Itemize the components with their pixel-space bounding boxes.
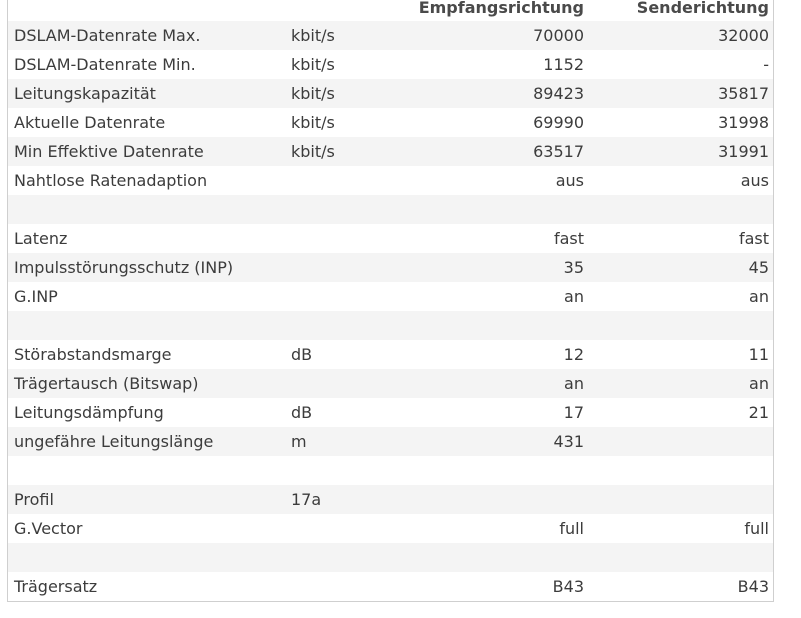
row-label: Trägersatz	[14, 577, 98, 596]
row-upstream-value: an	[749, 287, 769, 306]
row-downstream-value: 17	[563, 403, 584, 422]
table-row	[8, 427, 773, 456]
row-label: Leitungsdämpfung	[14, 403, 164, 422]
row-label: Störabstandsmarge	[14, 345, 172, 364]
row-downstream-value: 35	[563, 258, 584, 277]
table-row	[8, 398, 773, 427]
row-label: G.Vector	[14, 519, 83, 538]
row-unit: kbit/s	[291, 142, 335, 161]
row-upstream-value: full	[744, 519, 769, 538]
row-downstream-value: 431	[553, 432, 584, 451]
row-upstream-value: 35817	[718, 84, 769, 103]
row-label: Trägertausch (Bitswap)	[14, 374, 199, 393]
row-unit: dB	[291, 403, 313, 422]
table-row	[8, 253, 773, 282]
table-row	[8, 21, 773, 50]
row-label: Min Effektive Datenrate	[14, 142, 204, 161]
row-unit: kbit/s	[291, 26, 335, 45]
row-downstream-value: an	[564, 374, 584, 393]
table-row	[8, 485, 773, 514]
row-downstream-value: B43	[552, 577, 584, 596]
row-label: Aktuelle Datenrate	[14, 113, 166, 132]
row-upstream-value: 11	[748, 345, 769, 364]
table-row	[8, 456, 773, 485]
table-row	[8, 224, 773, 253]
row-upstream-value: 45	[748, 258, 769, 277]
row-downstream-value: 63517	[533, 142, 584, 161]
dsl-info-table	[7, 0, 774, 602]
row-downstream-value: aus	[555, 171, 584, 190]
row-upstream-value: -	[763, 55, 769, 74]
row-unit: kbit/s	[291, 84, 335, 103]
table-row	[8, 572, 773, 601]
row-upstream-value: 32000	[718, 26, 769, 45]
row-label: Impulsstörungsschutz (INP)	[14, 258, 234, 277]
row-unit: kbit/s	[291, 55, 335, 74]
table-row	[8, 79, 773, 108]
row-upstream-value: 31998	[718, 113, 769, 132]
header-upstream: Senderichtung	[636, 0, 769, 17]
row-label: Nahtlose Ratenadaption	[14, 171, 208, 190]
row-label: Latenz	[14, 229, 68, 248]
row-unit: 17a	[291, 490, 322, 509]
row-downstream-value: full	[559, 519, 584, 538]
table-row	[8, 195, 773, 224]
table-row	[8, 369, 773, 398]
row-downstream-value: an	[564, 287, 584, 306]
table-header	[8, 0, 773, 21]
table-row	[8, 166, 773, 195]
row-label: DSLAM-Datenrate Max.	[14, 26, 201, 45]
table-row	[8, 282, 773, 311]
row-upstream-value: B43	[737, 577, 769, 596]
table-row	[8, 514, 773, 543]
table-row	[8, 311, 773, 340]
row-upstream-value: aus	[740, 171, 769, 190]
row-downstream-value: 12	[563, 345, 584, 364]
row-upstream-value: fast	[738, 229, 769, 248]
table-row	[8, 340, 773, 369]
row-upstream-value: an	[749, 374, 769, 393]
header-downstream: Empfangsrichtung	[418, 0, 584, 17]
row-label: ungefähre Leitungslänge	[14, 432, 214, 451]
table-row	[8, 543, 773, 572]
table-row	[8, 108, 773, 137]
row-downstream-value: 69990	[533, 113, 584, 132]
row-label: Profil	[14, 490, 54, 509]
row-unit: m	[291, 432, 307, 451]
row-unit: dB	[291, 345, 313, 364]
table-row	[8, 50, 773, 79]
row-label: G.INP	[14, 287, 58, 306]
row-upstream-value: 21	[748, 403, 769, 422]
row-downstream-value: fast	[553, 229, 584, 248]
row-unit: kbit/s	[291, 113, 335, 132]
table-body	[8, 21, 773, 601]
row-label: DSLAM-Datenrate Min.	[14, 55, 196, 74]
row-downstream-value: 70000	[533, 26, 584, 45]
row-upstream-value: 31991	[718, 142, 769, 161]
row-label: Leitungskapazität	[14, 84, 156, 103]
table-row	[8, 137, 773, 166]
row-downstream-value: 1152	[543, 55, 584, 74]
row-downstream-value: 89423	[533, 84, 584, 103]
